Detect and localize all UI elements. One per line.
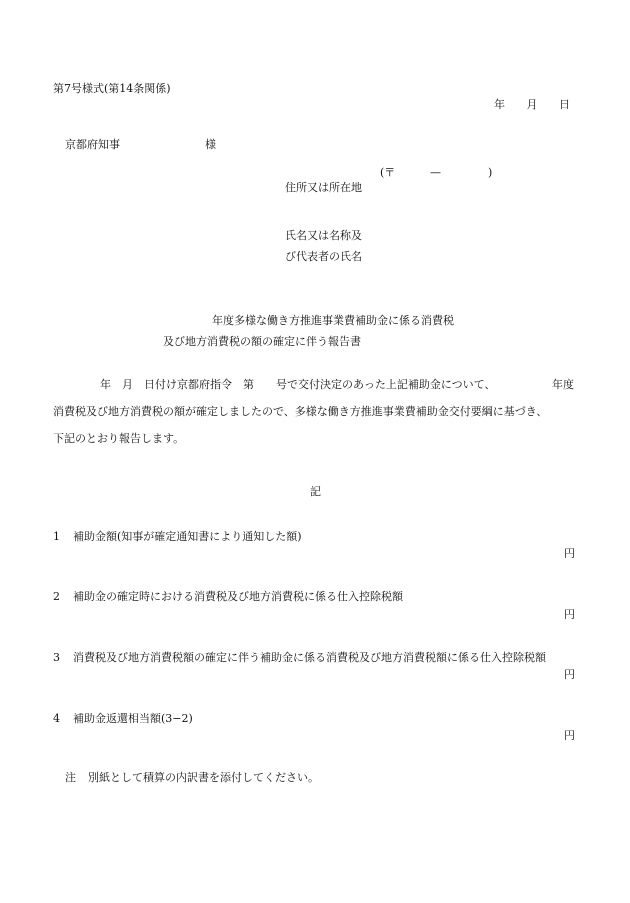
body-line3: 下記のとおり報告します。 — [53, 432, 185, 445]
addressee-honorific: 様 — [205, 138, 216, 151]
form-number: 第7号様式(第14条関係) — [53, 82, 171, 95]
item-3-number: 3 — [53, 651, 60, 664]
item-2-unit: 円 — [564, 608, 575, 621]
name-label-line1: 氏名又は名称及 — [285, 229, 362, 242]
item-4-text: 補助金返還相当額(3−2) — [73, 712, 193, 725]
item-4-number: 4 — [53, 712, 60, 725]
body-line1-end: 年度 — [552, 378, 574, 391]
address-label: 住所又は所在地 — [285, 181, 362, 194]
item-1-unit: 円 — [564, 547, 575, 560]
title-line2: 及び地方消費税の額の確定に伴う報告書 — [163, 335, 361, 348]
title-line1: 年度多様な働き方推進事業費補助金に係る消費税 — [212, 314, 454, 327]
item-1-number: 1 — [53, 530, 60, 543]
addressee-name: 京都府知事 — [65, 138, 120, 151]
date-day: 日 — [559, 98, 570, 111]
ki-heading: 記 — [310, 485, 321, 498]
postal-dash: — — [430, 166, 441, 179]
item-3-unit: 円 — [564, 668, 575, 681]
note-label: 注 — [65, 771, 76, 784]
note-text: 別紙として積算の内訳書を添付してください。 — [88, 771, 319, 784]
item-1-text: 補助金額(知事が確定通知書により通知した額) — [73, 530, 302, 543]
date-line — [494, 98, 570, 112]
body-line1: 年 月 日付け京都府指令 第 号で交付決定のあった上記補助金について、 — [100, 378, 496, 391]
postal-close: ) — [488, 166, 493, 179]
item-4-unit: 円 — [564, 729, 575, 742]
date-year: 年 — [494, 98, 505, 111]
item-2-number: 2 — [53, 590, 60, 603]
item-3-text: 消費税及び地方消費税額の確定に伴う補助金に係る消費税及び地方消費税額に係る仕入控除税額 — [73, 651, 546, 664]
item-2-text: 補助金の確定時における消費税及び地方消費税に係る仕入控除税額 — [73, 590, 403, 603]
name-label-line2: び代表者の氏名 — [285, 250, 362, 263]
date-month: 月 — [526, 98, 538, 111]
body-line2: 消費税及び地方消費税の額が確定しましたので、多様な働き方推進事業費補助金交付要綱に基づき、 — [53, 405, 548, 418]
postal-open: (〒 — [380, 166, 396, 179]
